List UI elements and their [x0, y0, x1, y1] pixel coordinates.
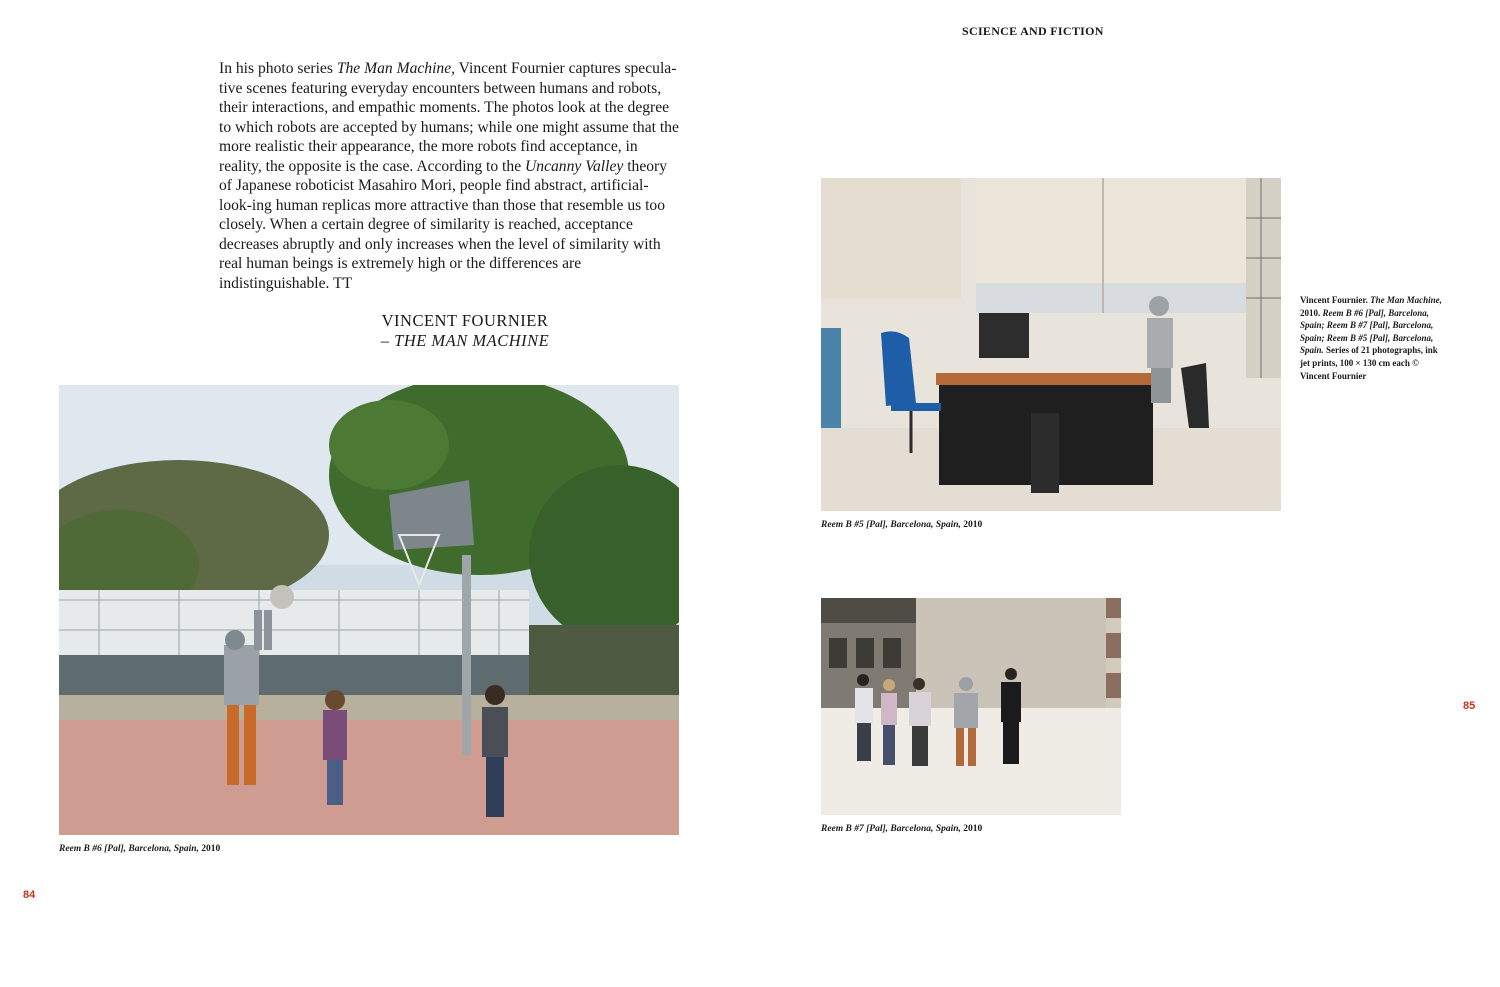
article-title [340, 311, 590, 351]
body-italic-title: The Man Machine, [336, 60, 456, 77]
body-italic-term: Uncanny Valley [525, 157, 624, 175]
artist-name: VINCENT FOURNIER [381, 311, 549, 330]
body-paragraph [219, 59, 681, 293]
caption-photo-2-title: Reem B #5 [Pal], Barcelona, Spain, [821, 520, 961, 530]
credit-e: Series of 21 photographs, ink jet prints, 100 × 130 cm each © Vincent Fournier [1300, 345, 1438, 381]
caption-photo-3 [821, 824, 982, 834]
body-text-2: Vincent Fournier captures specula-tive scenes featuring everyday encounters between humans and robots, their interactions, and empathic moments. The photos look at the degree to which robots are accepted by humans; while one might assume that the more realistic their appearance, the more robots find acceptance, in reality, the opposite is the case. According to the [219, 60, 679, 175]
credit-caption [1300, 294, 1450, 382]
caption-photo-3-year: 2010 [960, 824, 983, 834]
caption-photo-2-year: 2010 [960, 520, 983, 530]
photo-basketball-image [59, 385, 679, 835]
credit-b: The Man Machine, [1370, 295, 1442, 305]
caption-photo-3-title: Reem B #7 [Pal], Barcelona, Spain, [821, 824, 961, 834]
credit-c: 2010. [1300, 307, 1323, 318]
photo-walking-image [821, 598, 1121, 815]
caption-photo-1-title: Reem B #6 [Pal], Barcelona, Spain, [59, 844, 199, 854]
photo-basketball-robot [59, 385, 679, 835]
credit-d: Reem B #6 [Pal], Barcelona, Spain; Reem B #7 [Pal], Barcelona, Spain; Reem B #5 [Pal], Barcelona, Spain. [1300, 307, 1434, 356]
folio-right: 85 [1463, 700, 1476, 712]
caption-photo-1 [59, 844, 220, 854]
folio-left: 84 [23, 889, 36, 901]
photo-office-image [821, 178, 1281, 511]
caption-photo-2 [821, 520, 982, 530]
series-title: – THE MAN MACHINE [380, 331, 550, 350]
running-head: SCIENCE AND FICTION [962, 24, 1104, 38]
caption-photo-1-year: 2010 [198, 844, 221, 854]
credit-a: Vincent Fournier. [1300, 295, 1371, 305]
photo-walking-group [821, 598, 1121, 815]
body-text-3: theory of Japanese roboticist Masahiro Mori, people find abstract, artificial-look-ing human replicas more attractive than those that resemble us too closely. When a certain degree of similarity is reached, acceptance decreases abruptly and only increases when the level of similarity with real human beings is extremely high or the differences are indistinguishable. TT [219, 157, 668, 292]
photo-office-robot [821, 178, 1281, 511]
body-text-1: In his photo series [219, 60, 337, 77]
